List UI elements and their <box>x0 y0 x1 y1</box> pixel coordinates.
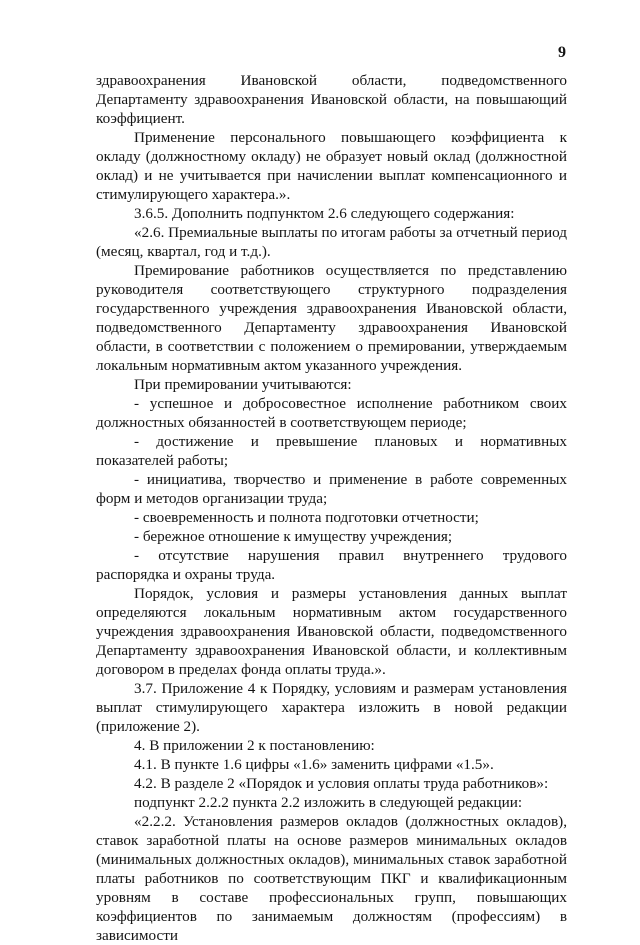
list-item-duties: - успешное и добросовестное исполнение работником своих должностных обязанностей в соответствующем периоде; <box>96 395 567 431</box>
paragraph-bonus-criteria-intro: При премировании учитываются: <box>134 376 352 393</box>
paragraph-bonus-procedure: Премирование работников осуществляется по представлению руководителя соответствующего структурного подразделения государственного учреждения здравоохранения Ивановской области, подведомственного Департаменту здравоохранения Ивановской области, в соответствии с положением о премировании, утверждаемым локальным нормативным актом указанного учреждения. <box>96 262 567 374</box>
paragraph-3-6-5: 3.6.5. Дополнить подпунктом 2.6 следующего содержания: <box>134 205 515 222</box>
list-item-initiative: - инициатива, творчество и применение в работе современных форм и методов организации труда; <box>96 471 567 507</box>
list-item-reporting: - своевременность и полнота подготовки отчетности; <box>134 509 479 526</box>
paragraph-4-1: 4.1. В пункте 1.6 цифры «1.6» заменить цифрами «1.5». <box>134 756 494 773</box>
paragraph-procedure-conditions: Порядок, условия и размеры установления данных выплат определяются локальным нормативным актом государственного учреждения здравоохранения Ивановской области, подведомственного Департаменту здравоохранения Ивановской области, и коллективным договором в пределах фонда оплаты труда.». <box>96 585 567 678</box>
document-body <box>96 71 567 945</box>
paragraph-2-2-2: «2.2.2. Установления размеров окладов (должностных окладов), ставок заработной платы на основе размеров минимальных окладов (минимальных должностных окладов), минимальных ставок заработной платы работников по соответствующим ПКГ и квалификационным уровням в составе профессиональных групп, повышающих коэффициентов по занимаемым должностям (профессиям) в зависимости <box>96 813 567 944</box>
paragraph-continuation: здравоохранения Ивановской области, подведомственного Департаменту здравоохранения Ивановской области, на повышающий коэффициент. <box>96 72 567 127</box>
page-number: 9 <box>558 44 566 61</box>
paragraph-subpoint-2-2-2: подпункт 2.2.2 пункта 2.2 изложить в следующей редакции: <box>134 794 523 811</box>
paragraph-4-2: 4.2. В разделе 2 «Порядок и условия оплаты труда работников»: <box>134 775 549 792</box>
paragraph-2-6: «2.6. Премиальные выплаты по итогам работы за отчетный период (месяц, квартал, год и т.д.). <box>96 224 567 260</box>
paragraph-coefficient-note: Применение персонального повышающего коэффициента к окладу (должностному окладу) не образует новый оклад (должностной оклад) и не учитывается при начислении выплат компенсационного и стимулирующего характера.». <box>96 129 567 203</box>
list-item-targets: - достижение и превышение плановых и нормативных показателей работы; <box>96 433 567 469</box>
list-item-discipline: - отсутствие нарушения правил внутреннего трудового распорядка и охраны труда. <box>96 547 567 583</box>
paragraph-3-7: 3.7. Приложение 4 к Порядку, условиям и размерам установления выплат стимулирующего характера изложить в новой редакции (приложение 2). <box>96 680 567 735</box>
paragraph-4: 4. В приложении 2 к постановлению: <box>134 737 375 754</box>
list-item-property: - бережное отношение к имуществу учреждения; <box>134 528 453 545</box>
